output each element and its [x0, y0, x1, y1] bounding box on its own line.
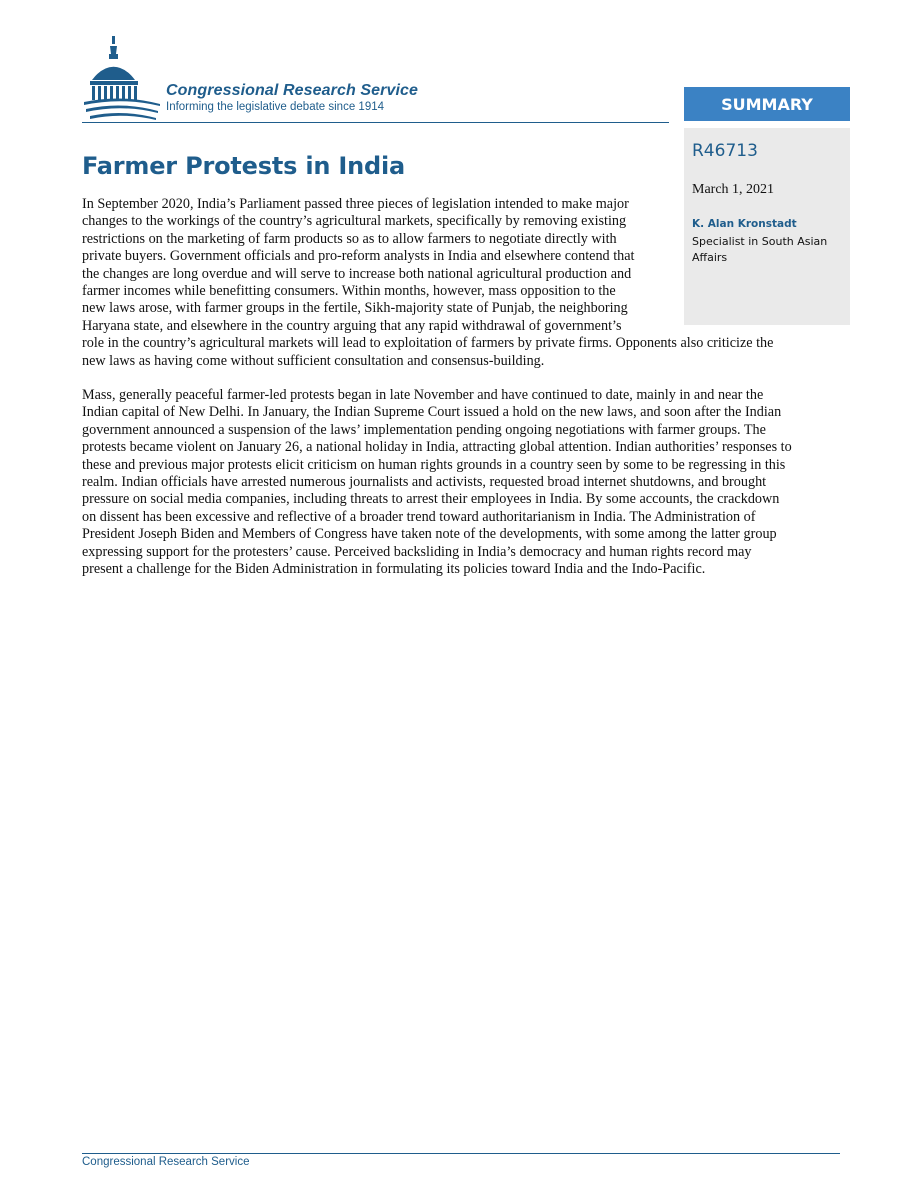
- text-line: these and previous major protests elicit criticism on human rights grounds in a country seen by some to be regressing in this: [82, 456, 786, 473]
- footer-org-name: Congressional Research Service: [82, 1156, 250, 1168]
- text-line: expressing support for the protesters’ cause. Perceived backsliding in India’s democracy and human rights record may: [82, 543, 752, 560]
- text-line: In September 2020, India’s Parliament passed three pieces of legislation intended to make major: [82, 196, 629, 212]
- text-line: Indian capital of New Delhi. In January, the Indian Supreme Court issued a hold on the new laws, and soon after the Indian: [82, 404, 782, 421]
- report-date: March 1, 2021: [692, 182, 775, 197]
- author-role: Specialist in South Asian Affairs: [692, 235, 828, 264]
- header-divider: [82, 122, 669, 123]
- summary-label: SUMMARY: [684, 87, 850, 121]
- author-name: K. Alan Kronstadt: [692, 218, 797, 230]
- text-line: role in the country’s agricultural markets will lead to exploitation of farmers by private firms. Opponents also criticize the: [82, 335, 774, 352]
- text-line: government announced a suspension of the laws’ implementation pending ongoing negotiations with farmer groups. The: [82, 421, 766, 438]
- text-line: on dissent has been excessive and reflective of a broader trend toward authoritarianism in India. The Administration of: [82, 508, 756, 525]
- text-line: changes to the workings of the country’s agricultural markets, specifically by removing existing: [82, 213, 627, 230]
- text-line: realm. Indian officials have arrested numerous journalists and activists, requested broad internet shutdowns, and brought: [82, 474, 767, 491]
- text-line: President Joseph Biden and Members of Congress have taken note of the developments, with some among the latter group: [82, 526, 777, 543]
- org-name: Congressional Research Service: [166, 82, 419, 99]
- capitol-dome-icon: [82, 34, 172, 122]
- text-line: present a challenge for the Biden Administration in formulating its policies toward India and the Indo-Pacific.: [82, 561, 706, 578]
- footer-divider: [82, 1153, 840, 1154]
- org-tagline: Informing the legislative debate since 1914: [166, 101, 385, 113]
- text-line: protests became violent on January 26, a national holiday in India, attracting global attention. Indian authorities’ responses to: [82, 439, 792, 456]
- text-line: the changes are long overdue and will serve to increase both national agricultural production and: [82, 265, 632, 282]
- text-line: Mass, generally peaceful farmer-led protests began in late November and have continued to date, mainly in and near the: [82, 387, 764, 403]
- summary-paragraph-2: [82, 387, 792, 578]
- text-line: farmer incomes while benefitting consumers. Within months, however, mass opposition to the: [82, 283, 616, 300]
- report-id: R46713: [692, 141, 758, 161]
- text-line: Haryana state, and elsewhere in the country arguing that any rapid withdrawal of government’s: [82, 317, 622, 334]
- summary-paragraph-1: [82, 196, 773, 370]
- text-line: private buyers. Government officials and pro-reform analysts in India and elsewhere contend that: [82, 248, 635, 265]
- text-line: new laws arose, with farmer groups in the fertile, Sikh-majority state of Punjab, the neighboring: [82, 300, 628, 317]
- text-line: pressure on social media companies, including threats to arrest their employees in India. By some accounts, the crackdown: [82, 491, 780, 508]
- text-line: new laws as having come without sufficient consultation and consensus-building.: [82, 352, 545, 369]
- document-title: Farmer Protests in India: [82, 152, 406, 180]
- text-line: restrictions on the marketing of farm products so as to allow farmers to negotiate directly with: [82, 230, 617, 247]
